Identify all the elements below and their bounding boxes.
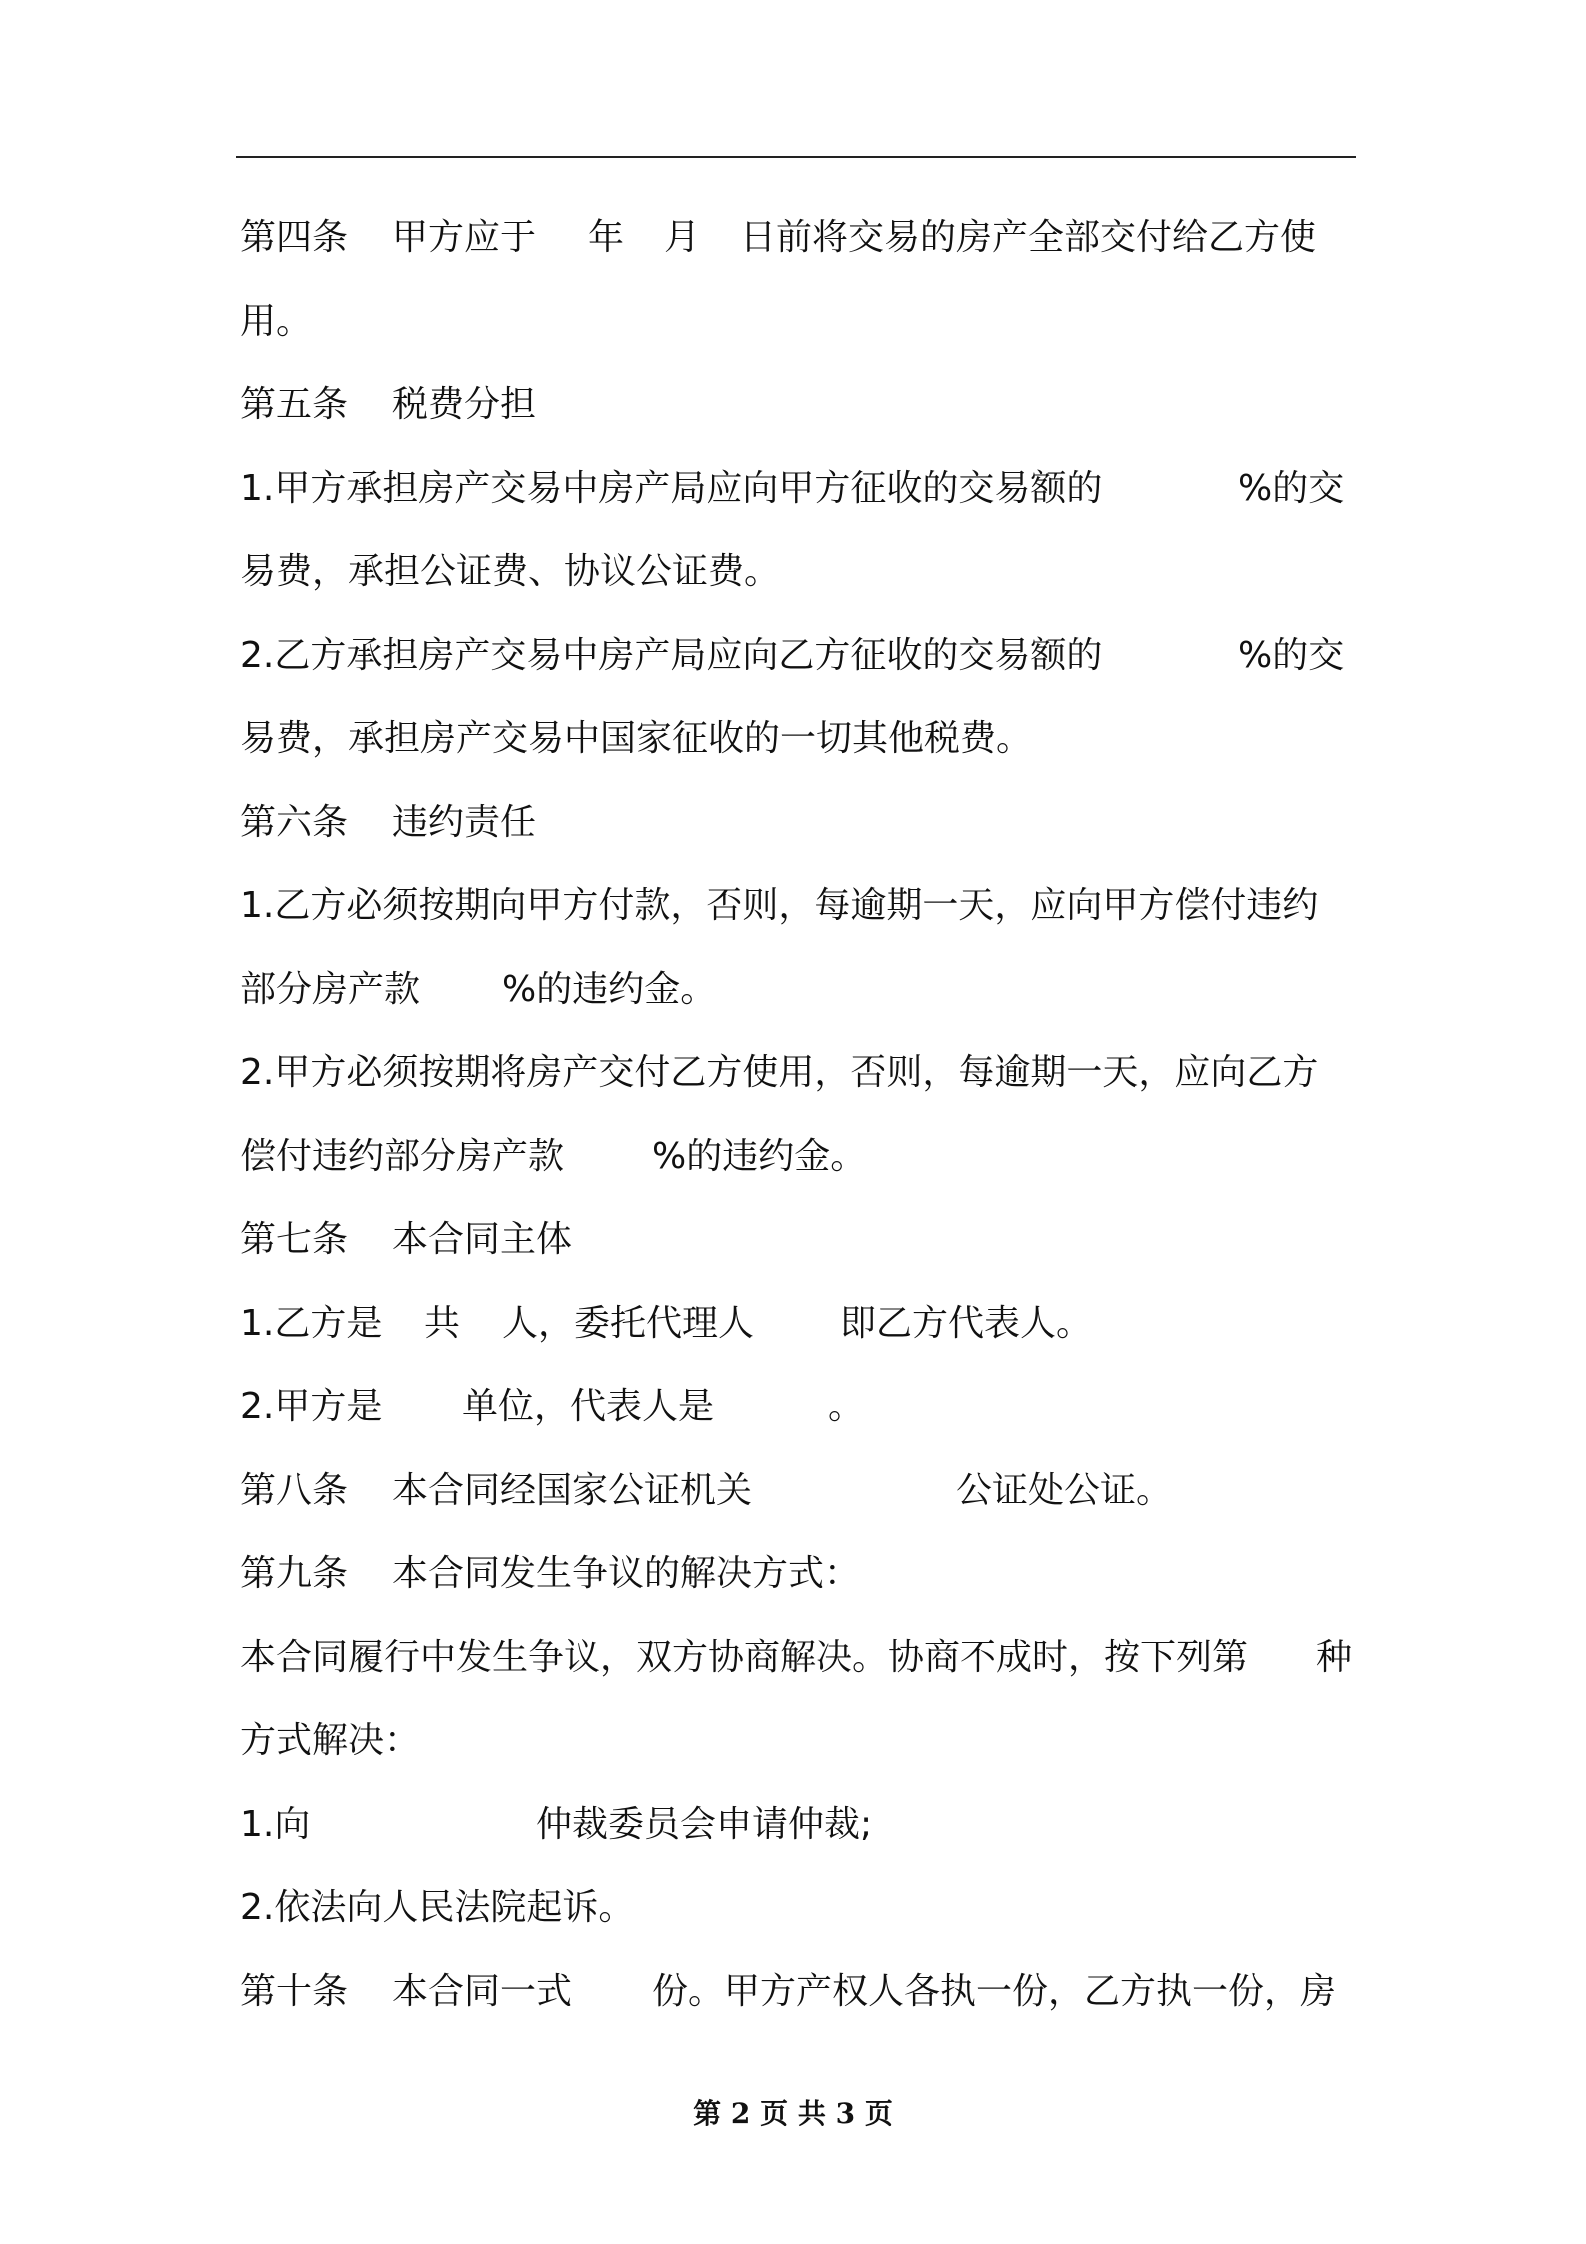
text-segment: 第十条 [240,1970,349,2012]
header-rule [236,156,1356,158]
text-segment: 份。甲方产权人各执一份，乙方执一份，房 [652,1970,1337,2012]
text-line [240,1198,1360,1282]
text-segment: 共 [424,1302,461,1344]
text-line [240,1950,1360,2034]
text-line [240,614,1360,698]
text-line [240,1783,1360,1867]
text-segment: 种 [1316,1636,1353,1678]
text-line [240,864,1360,948]
text-segment: 易费，承担房产交易中国家征收的一切其他税费。 [240,718,1033,759]
text-segment: 2.乙方承担房产交易中房产局应向乙方征收的交易额的 [240,634,1103,676]
text-segment: 方式解决： [240,1720,421,1761]
text-segment: %的违约金。 [652,1135,867,1177]
text-segment: 本合同发生争议的解决方式： [392,1553,861,1594]
text-segment: 易费，承担公证费、协议公证费。 [240,551,781,592]
text-segment: 人，委托代理人 [502,1302,755,1344]
text-segment: 1.乙方是 [240,1302,383,1344]
text-segment: 年 [588,217,625,258]
page-footer: 第 2 页 共 3 页 [693,2097,893,2130]
text-segment: 第七条 [240,1219,349,1260]
text-segment: 单位，代表人是 [462,1386,715,1427]
text-segment: 日前将交易的房产全部交付给乙方使 [740,217,1317,258]
text-segment: 2.依法向人民法院起诉。 [240,1887,635,1928]
text-segment: 第六条 [240,801,349,843]
text-segment: 第五条 [240,384,349,425]
text-segment: 第四条 [240,217,349,258]
text-segment: 仲裁委员会申请仲裁; [536,1803,873,1845]
text-segment: 1.乙方必须按期向甲方付款，否则，每逾期一天，应向甲方偿付违约 [240,885,1319,926]
text-segment: 第九条 [240,1553,349,1594]
document-body [240,196,1360,2033]
text-segment: 。 [828,1386,865,1427]
text-segment: 本合同履行中发生争议，双方协商解决。协商不成时，按下列第 [240,1636,1249,1678]
text-segment: 2.甲方是 [240,1386,383,1427]
text-line [240,948,1360,1032]
text-segment: 税费分担 [392,384,537,425]
text-line [240,1031,1360,1115]
text-segment: %的违约金。 [502,968,717,1010]
text-segment: 部分房产款 [240,968,421,1010]
text-line [240,697,1360,781]
text-segment: 1.向 [240,1803,311,1845]
text-line [240,1699,1360,1783]
text-segment: 本合同一式 [392,1970,573,2012]
text-line [240,280,1360,364]
text-segment: 即乙方代表人。 [840,1302,1093,1344]
text-segment: 用。 [240,300,313,342]
text-line [240,1616,1360,1700]
text-segment: 第八条 [240,1469,349,1511]
text-line [240,1532,1360,1616]
text-segment: 本合同经国家公证机关 [392,1469,753,1511]
text-line [240,196,1360,280]
text-segment: 甲方应于 [392,217,537,258]
text-segment: 月 [664,217,701,258]
text-line [240,1115,1360,1199]
text-line [240,363,1360,447]
text-segment: %的交 [1238,634,1345,676]
text-line [240,1365,1360,1449]
text-segment: 违约责任 [392,801,537,843]
text-line [240,447,1360,531]
text-segment: 公证处公证。 [956,1469,1173,1511]
text-segment: %的交 [1238,467,1345,509]
text-segment: 本合同主体 [392,1219,573,1260]
text-line [240,1282,1360,1366]
text-segment: 偿付违约部分房产款 [240,1135,565,1177]
text-line [240,1449,1360,1533]
text-segment: 2.甲方必须按期将房产交付乙方使用，否则，每逾期一天，应向乙方 [240,1052,1319,1093]
text-segment: 1.甲方承担房产交易中房产局应向甲方征收的交易额的 [240,467,1103,509]
text-line [240,781,1360,865]
text-line [240,530,1360,614]
text-line [240,1866,1360,1950]
